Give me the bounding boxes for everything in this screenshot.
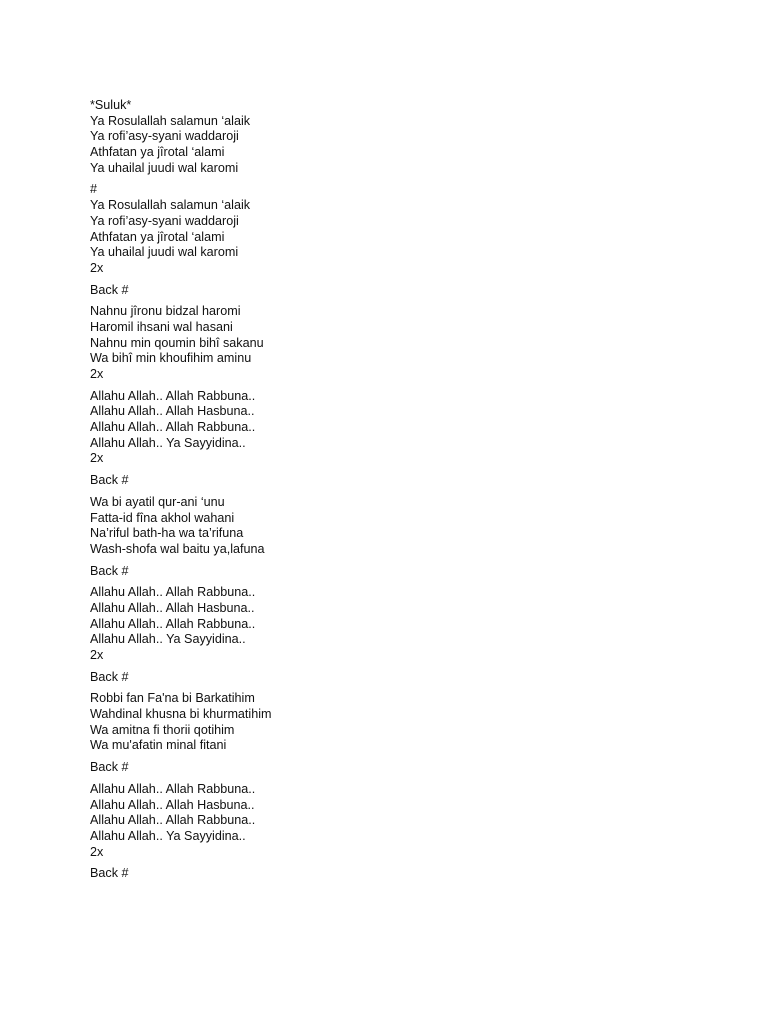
- back-marker: Back #: [90, 282, 129, 297]
- back-marker: Back #: [90, 563, 129, 578]
- repeat-marker: 2x: [90, 260, 104, 275]
- verse-block: [90, 691, 730, 754]
- lyric-line: Fatta-id fîna akhol wahani: [90, 510, 235, 525]
- back-marker-block: [90, 866, 730, 882]
- repeat-marker: 2x: [90, 451, 104, 466]
- back-marker: Back #: [90, 760, 129, 775]
- lyric-line: Allahu Allah.. Allah Rabbuna..: [90, 388, 256, 403]
- lyric-line: Allahu Allah.. Ya Sayyidina..: [90, 632, 246, 647]
- lyric-line: Allahu Allah.. Allah Rabbuna..: [90, 781, 256, 796]
- lyric-line: Allahu Allah.. Allah Rabbuna..: [90, 616, 256, 631]
- lyric-line: Nahnu min qoumin bihî sakanu: [90, 335, 264, 350]
- back-marker-block: [90, 564, 730, 580]
- verse-block: [90, 304, 730, 382]
- lyric-line: Ya uhailal juudi wal karomi: [90, 245, 239, 260]
- back-marker: Back #: [90, 669, 129, 684]
- back-marker: Back #: [90, 866, 129, 881]
- lyric-line: Na’riful bath-ha wa ta’rifuna: [90, 526, 244, 541]
- verse-block: [90, 782, 730, 860]
- lyric-line: Allahu Allah.. Allah Rabbuna..: [90, 585, 256, 600]
- lyric-line: Wa mu'afatin minal fitani: [90, 738, 227, 753]
- lyric-line: Allahu Allah.. Allah Hasbuna..: [90, 797, 255, 812]
- verse-block-chorus: [90, 182, 730, 276]
- lyric-line: Wa bihî min khoufihim aminu: [90, 351, 252, 366]
- lyric-line: Allahu Allah.. Allah Rabbuna..: [90, 420, 256, 435]
- section-title: *Suluk*: [90, 98, 132, 112]
- lyric-line: Wash-shofa wal baitu ya,lafuna: [90, 541, 265, 556]
- lyric-line: Ya uhailal juudi wal karomi: [90, 160, 239, 175]
- lyric-line: Allahu Allah.. Ya Sayyidina..: [90, 828, 246, 843]
- repeat-marker: 2x: [90, 367, 104, 381]
- verse-block: [90, 495, 730, 558]
- lyric-line: Wa amitna fi thorii qotihim: [90, 722, 235, 737]
- lyric-line: Athfatan ya jîrotal ‘alami: [90, 229, 225, 244]
- lyric-line: Wahdinal khusna bi khurmatihim: [90, 707, 272, 722]
- back-marker-block: [90, 473, 730, 489]
- lyric-line: Allahu Allah.. Allah Hasbuna..: [90, 404, 255, 419]
- repeat-marker: 2x: [90, 844, 104, 859]
- verse-block: [90, 585, 730, 663]
- lyric-line: Athfatan ya jîrotal ‘alami: [90, 145, 225, 160]
- back-marker-block: [90, 760, 730, 776]
- back-marker: Back #: [90, 473, 129, 488]
- back-marker-block: [90, 283, 730, 299]
- verse-block-suluk: [90, 98, 730, 176]
- lyric-line: Wa bi ayatil qur-ani ‘unu: [90, 494, 225, 509]
- lyrics-document: [90, 98, 730, 888]
- lyric-line: Robbi fan Fa'na bi Barkatihim: [90, 691, 255, 706]
- lyric-line: Ya rofi’asy-syani waddaroji: [90, 213, 239, 228]
- repeat-marker: 2x: [90, 648, 104, 662]
- lyric-line: Nahnu jîronu bidzal haromi: [90, 304, 241, 319]
- lyric-line: Allahu Allah.. Allah Hasbuna..: [90, 600, 255, 615]
- lyric-line: Allahu Allah.. Ya Sayyidina..: [90, 435, 246, 450]
- lyric-line: Ya rofi’asy-syani waddaroji: [90, 129, 239, 144]
- verse-block: [90, 389, 730, 467]
- back-marker-block: [90, 670, 730, 686]
- lyric-line: Allahu Allah.. Allah Rabbuna..: [90, 813, 256, 828]
- lyric-line: Ya Rosulallah salamun ‘alaik: [90, 198, 251, 213]
- lyric-line: Haromil ihsani wal hasani: [90, 319, 233, 334]
- lyric-line: Ya Rosulallah salamun ‘alaik: [90, 113, 251, 128]
- chorus-marker: #: [90, 182, 98, 197]
